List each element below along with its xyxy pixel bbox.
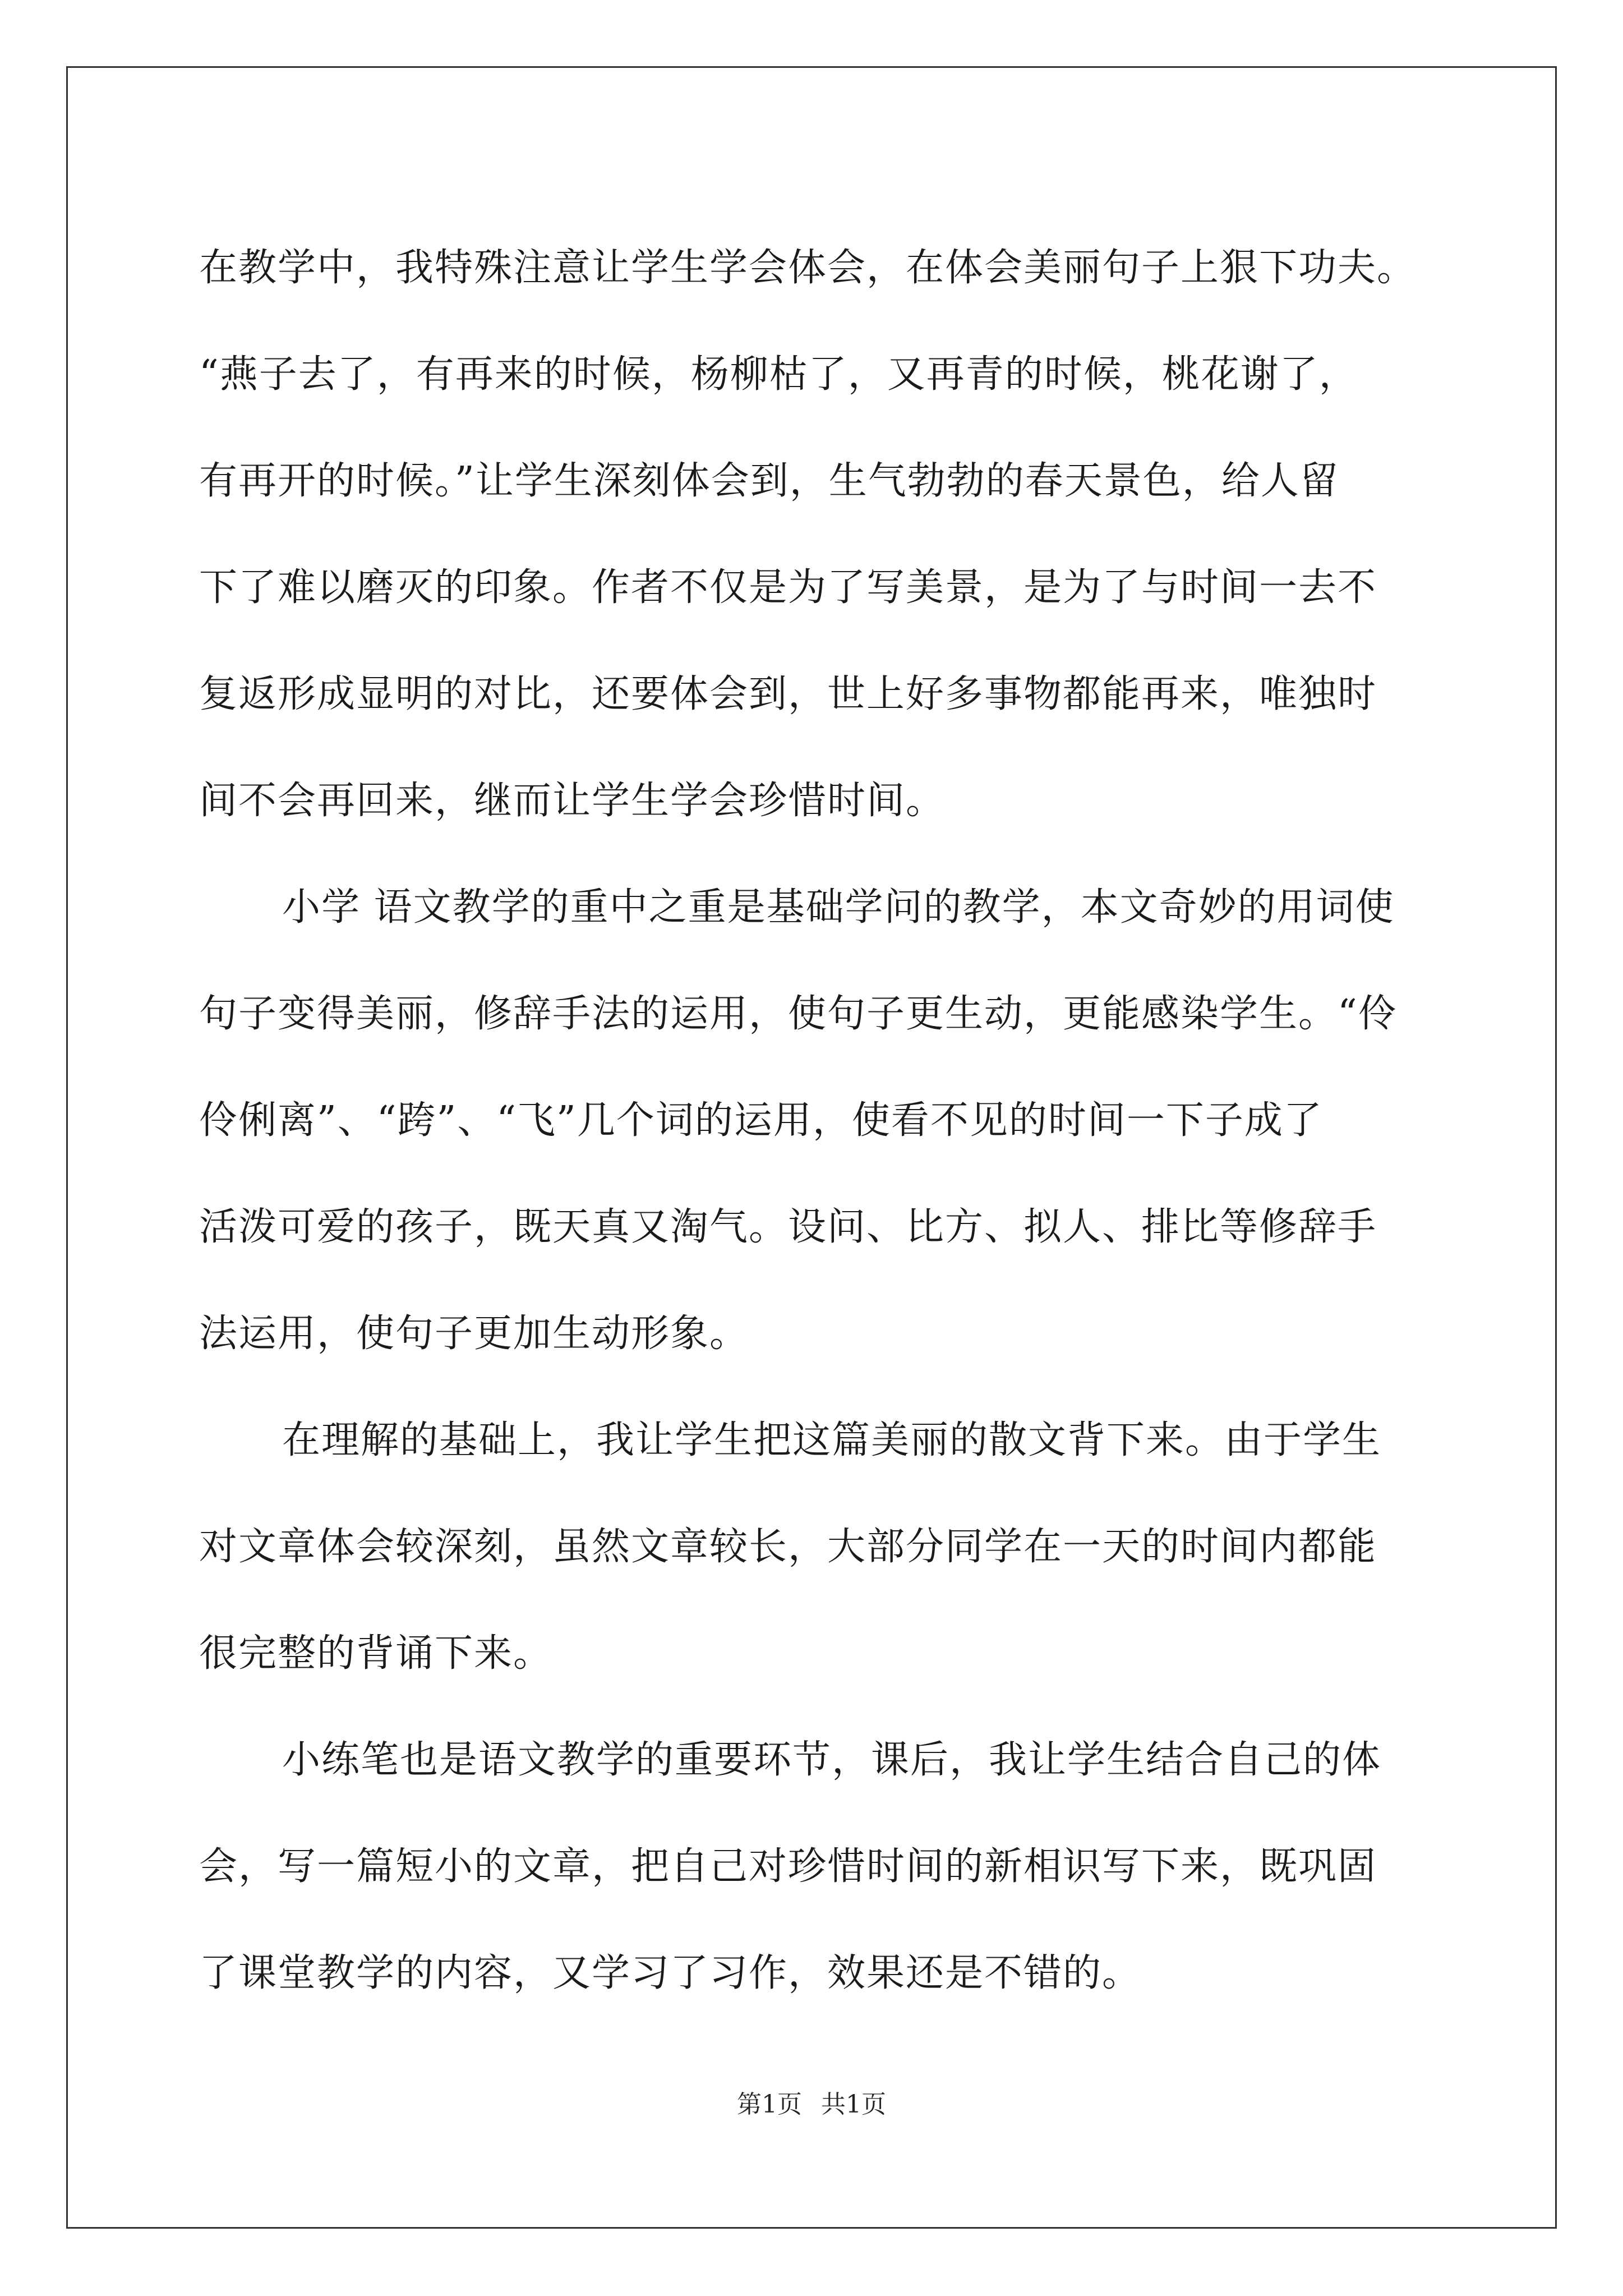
text-line: 复返形成显明的对比，还要体会到，世上好多事物都能再来，唯独时 xyxy=(199,672,1377,716)
text-line: 对文章体会较深刻，虽然文章较长，大部分同学在一天的时间内都能 xyxy=(199,1525,1377,1569)
page-total: 共1页 xyxy=(821,2090,886,2119)
text-line: 伶俐离”、“跨”、“飞”几个词的运用，使看不见的时间一下子成了 xyxy=(199,1098,1323,1143)
text-line: 下了难以磨灭的印象。作者不仅是为了写美景，是为了与时间一去不 xyxy=(199,565,1377,610)
text-line: 法运用，使句子更加生动形象。 xyxy=(199,1312,749,1356)
paragraph-start-line: 小学 语文教学的重中之重是基础学问的教学，本文奇妙的用词使 xyxy=(282,885,1395,930)
text-line: “燕子去了，有再来的时候，杨柳枯了，又再青的时候，桃花谢了， xyxy=(199,352,1358,397)
text-line: 句子变得美丽，修辞手法的运用，使句子更生动，更能感染学生。“伶 xyxy=(199,992,1398,1036)
paragraph-start-line: 小练笔也是语文教学的重要环节，课后，我让学生结合自己的体 xyxy=(282,1738,1382,1782)
text-line: 很完整的背诵下来。 xyxy=(199,1631,553,1676)
text-line: 有再开的时候。”让学生深刻体会到，生气勃勃的春天景色，给人留 xyxy=(199,459,1339,503)
page-footer xyxy=(0,2084,1623,2120)
text-line: 间不会再回来，继而让学生学会珍惜时间。 xyxy=(199,779,946,823)
paragraph-start-line: 在理解的基础上，我让学生把这篇美丽的散文背下来。由于学生 xyxy=(282,1418,1382,1462)
text-line: 了课堂教学的内容，又学习了习作，效果还是不错的。 xyxy=(199,1951,1142,1995)
page-number: 第1页 xyxy=(737,2090,802,2119)
text-line: 活泼可爱的孩子，既天真又淘气。设问、比方、拟人、排比等修辞手 xyxy=(199,1205,1377,1249)
document-body xyxy=(199,215,1438,2027)
text-line: 会，写一篇短小的文章，把自己对珍惜时间的新相识写下来，既巩固 xyxy=(199,1844,1377,1889)
text-line: 在教学中，我特殊注意让学生学会体会，在体会美丽句子上狠下功夫。 xyxy=(199,246,1417,290)
